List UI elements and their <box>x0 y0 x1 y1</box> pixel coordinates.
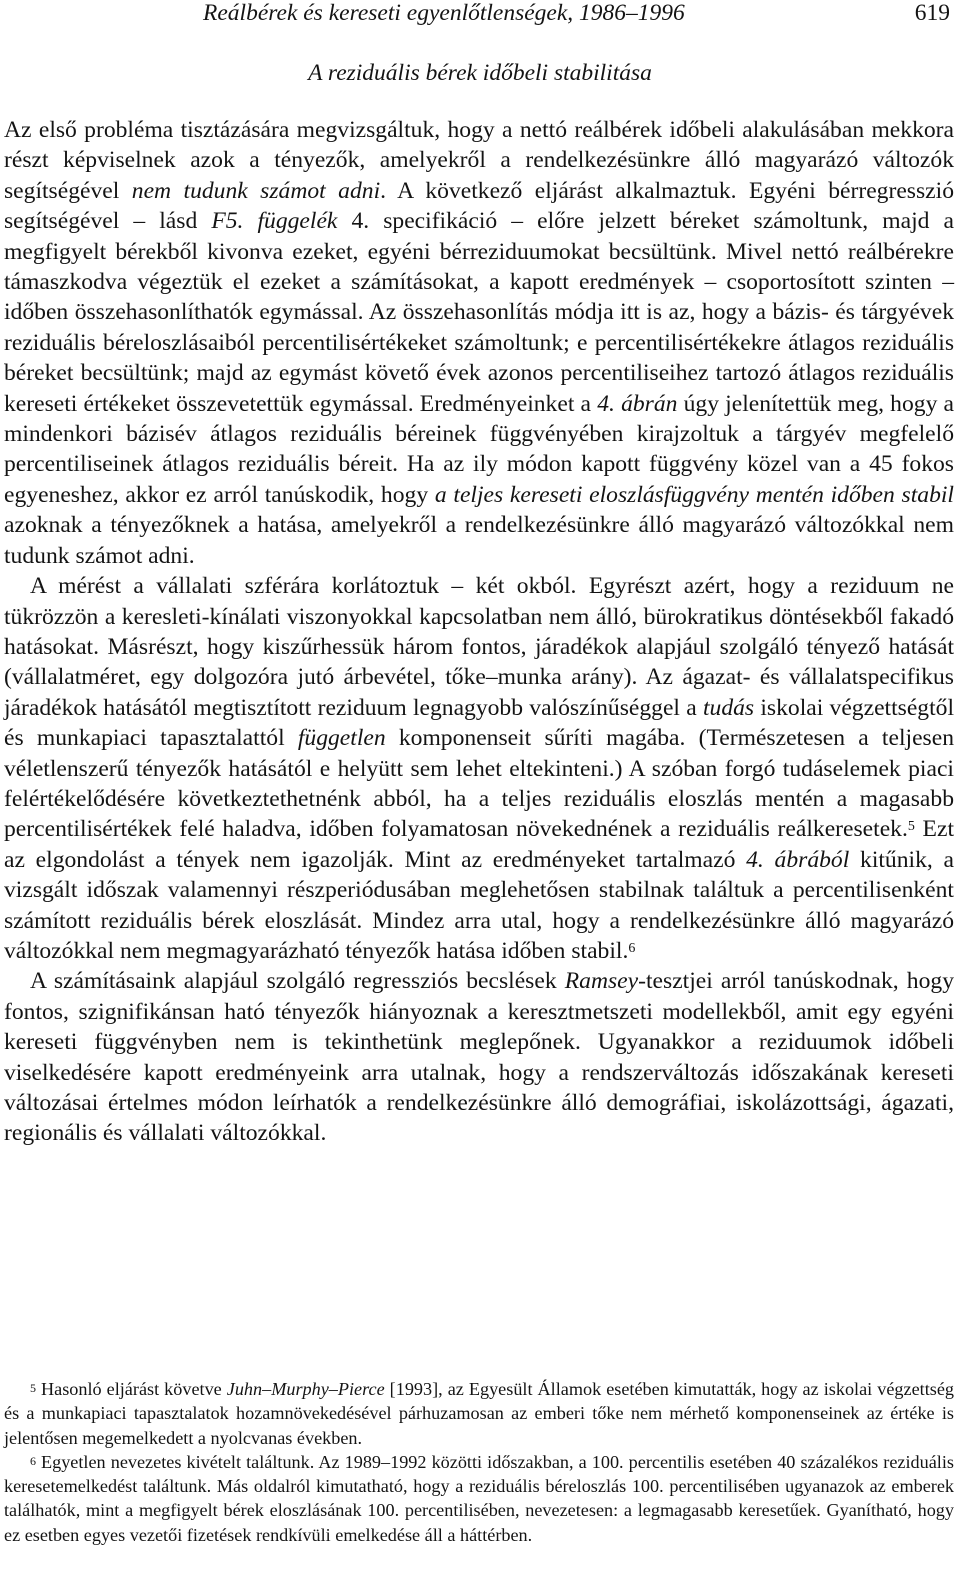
running-header <box>0 0 954 26</box>
emphasis: tudás <box>702 694 755 721</box>
text-run: A számításaink alapjául szolgáló regressziós becslések <box>30 968 565 995</box>
emphasis: nem tudunk számot adni <box>131 177 381 204</box>
text-run: úgy jelenítettük meg, hogy a mindenkori bázisév átlagos reziduális béreinek függvényében kirajzoltuk a tárgyév megfelelő percentiliseinek átlagos reziduális béreit. Ha az ily módon kapott függvény közel van a 45 fokos egyeneshez, akkor ez arról tanúskodik, hogy <box>4 390 955 508</box>
text-run: . A következő eljárást alkalmaztuk. Egyéni bérregresszió segítségével – lásd <box>4 177 954 235</box>
footnote-reference-6[interactable]: 6 <box>628 940 636 956</box>
text-run: kitűnik, a vizsgált időszak valamennyi részperiódusában meglehetősen stabilnak találtuk a percentilisenként számított reziduális bérek eloszlását. Mindez arra utal, hogy a rendelkezésünkre álló magyarázó változókkal nem megmagyarázható tényezők hatása időben stabil. <box>4 846 954 964</box>
text-run: Hasonló eljárást követve <box>41 1379 227 1399</box>
text-run: Az első probléma tisztázására megvizsgáltuk, hogy a nettó reálbérek időbeli alakulásában mekkora részt képviselnek azok a tényezők, amelyekről a rendelkezésünkre álló magyarázó változók segítségével <box>4 117 954 204</box>
emphasis: független <box>297 725 386 752</box>
text-run: -tesztjei arról tanúskodnak, hogy fontos, szignifikánsan ható tényezők hiányoznak a keresztmetszeti modellekből, amit egy egyéni kereseti függvényben nem is tekinthetünk meglepőnek. Ugyanakkor a reziduumok időbeli viselkedésére kapott eredményeink arra utalnak, hogy a rendszerváltozás időszakának kereseti változásai értelmes módon leírhatók a rendelkezésünkre álló demográfiai, iskolázottsági, ágazati, regionális és vállalati változókkal. <box>4 968 954 1147</box>
text-run: Ezt az elgondolást a tények nem igazolják. Mint az eredményeket tartalmazó <box>4 816 954 873</box>
emphasis: 4. ábrán <box>597 390 678 417</box>
footnote-mark: 6 <box>30 1453 36 1468</box>
footnote-6 <box>4 1450 954 1547</box>
text-run: Egyetlen nevezetes kivételt találtunk. Az 1989–1992 közötti időszakban, a 100. percentilis esetében 40 százalékos reziduális keresetemelkedést találtunk. Más oldalról kimutatható, hogy a reziduális béreloszlás 100. percentilisében ugyanazok az emberek találhatók, mint a megfigyelt bérek eloszlásának 100. percentilisében, nevezetesen: a legmagasabb keresetűek. Gyanítható, hogy ez esetben egyes vezetői fizetések rendkívüli emelkedése áll a háttérben. <box>4 1451 954 1545</box>
text-run: komponenseit sűríti magába. (Természetesen a teljesen véletlenszerű tényezők hatásától e helyütt sem lehet eltekinteni.) A szóban forgó tudáselemek piaci felértékelődésére következtethetnénk abból, ha a teljes reziduális eloszlás mentén a magasabb percentilisértékek felé haladva, időben folyamatosan növekednének a reziduális reálkeresetek. <box>4 725 954 843</box>
running-title: Reálbérek és kereseti egyenlőtlenségek, 1986–1996 <box>203 0 685 26</box>
paragraph-3 <box>4 966 954 1148</box>
text-run: azoknak a tényezőknek a hatása, amelyekről a rendelkezésünkre álló magyarázó változókkal nem tudunk számot adni. <box>4 512 954 569</box>
paragraph-1 <box>4 115 954 571</box>
footnote-reference-5[interactable]: 5 <box>907 819 915 835</box>
section-title: A reziduális bérek időbeli stabilitása <box>308 60 652 86</box>
text-run: 4. specifikáció – előre jelzett béreket számoltunk, majd a megfigyelt bérekből kivonva ezeket, egyéni bérreziduumokat becsültünk. Mivel nettó reálbérekre támaszkodva végeztük el ezeket a számításokat, a kapott eredmények – csoportosított szinten – időben összehasonlíthatók egymással. Az összehasonlítás módja itt is az, hogy a bázis- és tárgyévek reziduális béreloszlásaiból percentilisértékeket számoltunk; e percentilisértékekre átlagos reziduális béreket becsültünk; majd az egymást követő évek azonos percentiliseihez tartozó átlagos reziduális kereseti értékeket összevetettük egymással. Eredményeinket a <box>4 208 954 417</box>
text-run: iskolai végzettségtől és munkapiaci tapasztalattól <box>4 694 955 752</box>
footnote-mark: 5 <box>30 1381 36 1395</box>
page-number: 619 <box>914 0 950 26</box>
text-run: A mérést a vállalati szférára korlátoztuk – két okból. Egyrészt azért, hogy a reziduum ne tükrözzön a keresleti-kínálati viszonyokkal kapcsolatban nem álló, bürokratikus döntésekből fakadó hatásokat. Másrészt, hogy kiszűrhessük három fontos, járadékok alapjául szolgáló tényező hatását (vállalatméret, egy dolgozóra jutó árbevétel, tőke–munka arány). Az ágazat- és vállalatspecifikus járadékok hatásától megtisztított reziduum legnagyobb valószínűséggel a <box>4 573 954 721</box>
paragraph-2 <box>4 571 954 966</box>
emphasis: Juhn–Murphy–Pierce <box>226 1379 385 1399</box>
footnote-5 <box>4 1377 954 1450</box>
emphasis: F5. függelék <box>211 208 338 235</box>
body-text <box>4 115 954 1149</box>
text-run: [1993], az Egyesült Államok esetében kimutatták, hogy az iskolai végzettség és a munkapiaci tapasztalatok hozamnövekedésével párhuzamosan az emberi tőke nem mérhető komponenseinek az értéke is jelentősen megemelkedett a nyolcvanas években. <box>4 1379 954 1448</box>
emphasis: a teljes kereseti eloszlásfüggvény mentén időben stabil <box>434 481 954 508</box>
footnotes <box>4 1377 954 1547</box>
emphasis: 4. ábrából <box>746 846 850 873</box>
emphasis: Ramsey <box>564 968 639 995</box>
